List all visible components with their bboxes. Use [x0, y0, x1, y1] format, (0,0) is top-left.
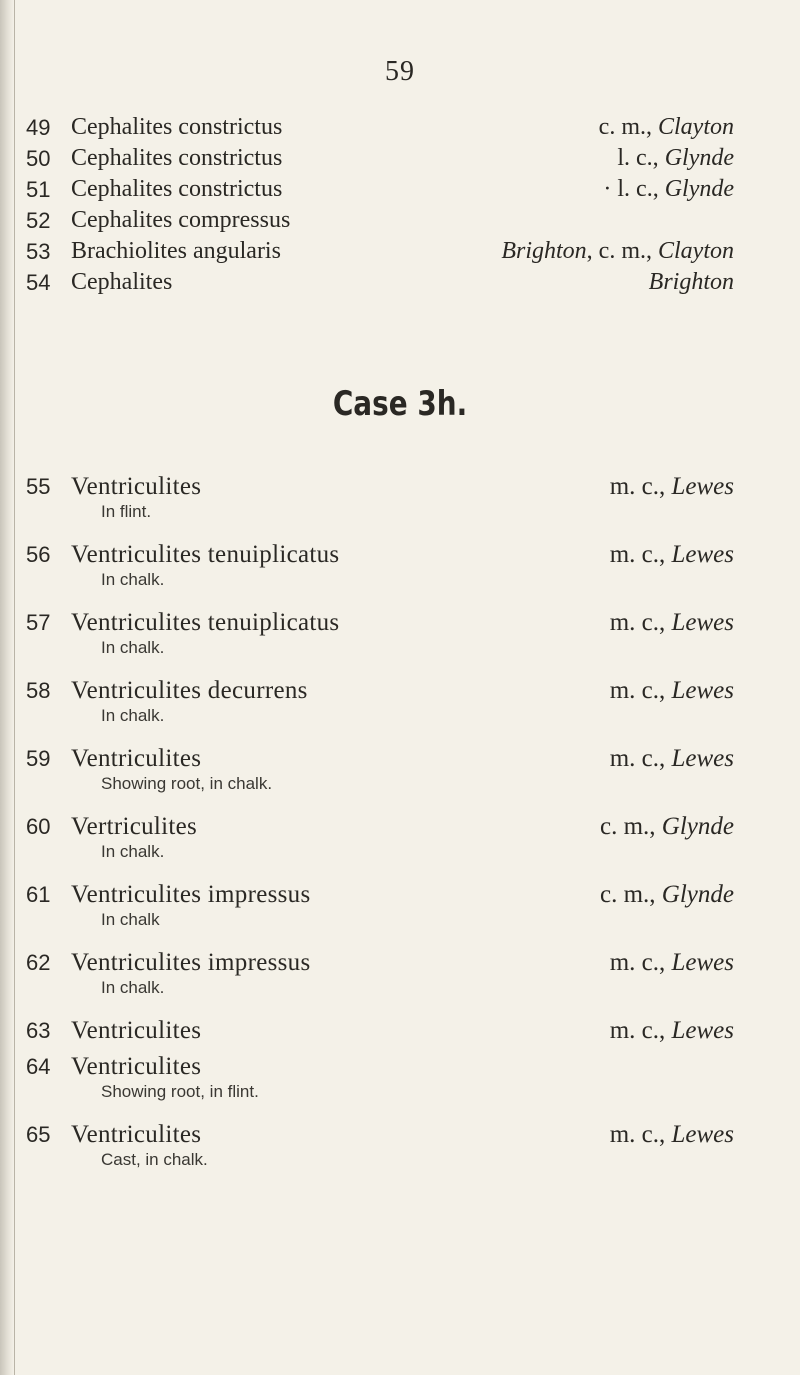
locality-stratum: m. c., — [609, 473, 672, 500]
locality-place: Lewes — [671, 745, 734, 772]
locality — [610, 470, 734, 504]
item-number: 56 — [26, 542, 51, 567]
specimen-note: In chalk. — [101, 978, 165, 997]
locality-place: Lewes — [671, 677, 734, 704]
list-item — [0, 742, 800, 810]
item-number: 65 — [26, 1122, 51, 1147]
locality-place: Clayton — [658, 114, 734, 140]
specimen-name: Ventriculites — [71, 473, 202, 500]
locality-place: Glynde — [664, 176, 734, 202]
locality — [599, 112, 734, 143]
page-number: 59 — [385, 56, 415, 87]
locality-place: Glynde — [661, 881, 734, 908]
locality-place: Lewes — [671, 1017, 734, 1044]
specimen-name: Cephalites constrictus — [71, 114, 283, 140]
locality — [610, 946, 734, 980]
item-number: 53 — [26, 239, 51, 264]
list-item — [0, 112, 800, 143]
locality-place: Lewes — [671, 1121, 734, 1148]
specimen-name: Cephalites — [71, 269, 173, 295]
specimen-name: Ventriculites — [71, 1017, 202, 1044]
locality — [600, 878, 734, 912]
item-number: 59 — [26, 746, 51, 771]
specimen-note: Showing root, in chalk. — [101, 774, 273, 793]
list-item — [0, 1050, 800, 1118]
locality-place: Lewes — [671, 541, 734, 568]
locality-place: Lewes — [671, 949, 734, 976]
item-number: 54 — [26, 270, 51, 295]
locality-stratum: , c. m., — [586, 238, 658, 264]
specimen-name: Ventriculites tenuiplicatus — [71, 541, 340, 568]
locality — [600, 810, 734, 844]
locality — [617, 143, 734, 174]
specimen-name: Ventriculites tenuiplicatus — [71, 609, 340, 636]
item-number: 60 — [26, 814, 51, 839]
item-number: 55 — [26, 474, 51, 499]
list-item — [0, 174, 800, 205]
item-number: 58 — [26, 678, 51, 703]
list-item — [0, 236, 800, 267]
locality-stratum: · l. c., — [603, 176, 665, 202]
specimen-note: Cast, in chalk. — [101, 1150, 208, 1169]
locality-place: Lewes — [671, 473, 734, 500]
list-item — [0, 1014, 800, 1050]
locality — [649, 267, 734, 298]
specimen-name: Ventriculites — [71, 1121, 202, 1148]
locality-prefix: Brighton — [501, 238, 587, 264]
item-number: 63 — [26, 1018, 51, 1043]
locality-place: Lewes — [671, 609, 734, 636]
item-number: 51 — [26, 177, 51, 202]
item-number: 50 — [26, 146, 51, 171]
specimen-name: Brachiolites angularis — [71, 238, 281, 264]
locality-stratum: c. m., — [598, 114, 658, 140]
locality-place: Glynde — [664, 145, 734, 171]
item-number: 62 — [26, 950, 51, 975]
locality — [610, 674, 734, 708]
locality — [610, 1014, 734, 1048]
locality-stratum: m. c., — [609, 1121, 672, 1148]
locality-stratum: m. c., — [609, 745, 672, 772]
specimen-name: Ventriculites decurrens — [71, 677, 308, 704]
specimen-note: In flint. — [101, 502, 152, 521]
item-number: 49 — [26, 115, 51, 140]
locality-place: Clayton — [658, 238, 734, 264]
locality-stratum: m. c., — [609, 949, 672, 976]
locality — [501, 236, 734, 267]
locality — [603, 174, 734, 205]
locality-stratum: c. m., — [600, 881, 662, 908]
case-entry-list — [0, 470, 800, 1186]
locality-stratum: m. c., — [609, 1017, 672, 1044]
specimen-name: Vertriculites — [71, 813, 198, 840]
locality-place: Glynde — [661, 813, 734, 840]
list-item — [0, 538, 800, 606]
specimen-note: In chalk. — [101, 570, 165, 589]
list-item — [0, 810, 800, 878]
locality — [610, 538, 734, 572]
list-item — [0, 267, 800, 298]
item-number: 61 — [26, 882, 51, 907]
locality — [610, 1118, 734, 1152]
locality-place: Brighton — [648, 269, 734, 295]
list-item — [0, 674, 800, 742]
item-number: 57 — [26, 610, 51, 635]
specimen-name: Ventriculites impressus — [71, 881, 311, 908]
list-item — [0, 946, 800, 1014]
specimen-note: In chalk. — [101, 706, 165, 725]
list-item — [0, 205, 800, 236]
top-item-list — [0, 112, 800, 298]
specimen-name: Ventriculites impressus — [71, 949, 311, 976]
specimen-name: Ventriculites — [71, 1053, 202, 1080]
specimen-note: In chalk — [101, 910, 160, 929]
locality-stratum: m. c., — [609, 609, 672, 636]
list-item — [0, 143, 800, 174]
case-heading: Case 3h. — [332, 384, 468, 424]
list-item — [0, 470, 800, 538]
specimen-name: Cephalites constrictus — [71, 176, 283, 202]
specimen-note: In chalk. — [101, 638, 165, 657]
list-item — [0, 1118, 800, 1186]
locality-stratum: m. c., — [609, 541, 672, 568]
specimen-note: Showing root, in flint. — [101, 1082, 259, 1101]
item-number: 52 — [26, 208, 51, 233]
specimen-note: In chalk. — [101, 842, 165, 861]
locality-stratum: c. m., — [600, 813, 662, 840]
list-item — [0, 606, 800, 674]
locality — [610, 742, 734, 776]
specimen-name: Cephalites compressus — [71, 207, 291, 233]
item-number: 64 — [26, 1054, 51, 1079]
specimen-name: Cephalites constrictus — [71, 145, 283, 171]
locality — [610, 606, 734, 640]
specimen-name: Ventriculites — [71, 745, 202, 772]
locality-stratum: l. c., — [617, 145, 665, 171]
list-item — [0, 878, 800, 946]
locality-stratum: m. c., — [609, 677, 672, 704]
